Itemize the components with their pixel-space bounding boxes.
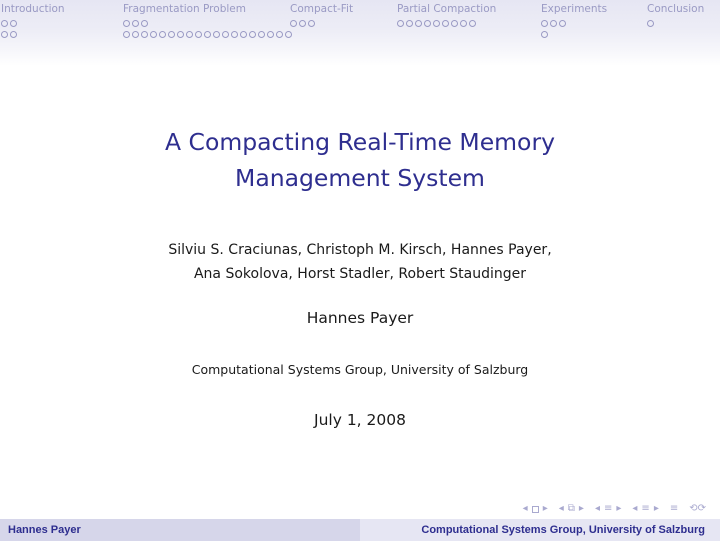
frame-dot-icon[interactable] <box>132 20 139 27</box>
frame-dot-icon[interactable] <box>141 31 148 38</box>
footer-author-label: Hannes Payer <box>8 524 81 536</box>
slide-next-icon[interactable]: ▸ <box>542 503 548 514</box>
subsection-next-icon[interactable]: ▸ <box>616 503 622 514</box>
frame-dot-icon[interactable] <box>213 31 220 38</box>
frame-dot-row <box>397 20 496 28</box>
frame-dot-row <box>1 31 65 39</box>
frame-dot-icon[interactable] <box>424 20 431 27</box>
section-prev-icon[interactable]: ◂ <box>632 503 638 514</box>
nav-section-partial-compaction[interactable] <box>397 3 496 28</box>
title-line: Management System <box>235 164 485 192</box>
frame-dot-icon[interactable] <box>141 20 148 27</box>
footer-institute-label: Computational Systems Group, University of Salzburg <box>421 524 705 536</box>
author-list <box>0 238 720 286</box>
frame-dot-icon[interactable] <box>647 20 654 27</box>
nav-section-compact-fit[interactable] <box>290 3 353 28</box>
institute-name: Computational Systems Group, University of Salzburg <box>191 362 529 377</box>
subsection-prev-icon[interactable]: ◂ <box>594 503 600 514</box>
frame-dot-icon[interactable] <box>10 20 17 27</box>
nav-section-dots <box>647 20 704 28</box>
frame-dot-icon[interactable] <box>1 20 8 27</box>
frame-dot-icon[interactable] <box>177 31 184 38</box>
nav-section-dots <box>397 20 496 28</box>
footer-author <box>0 519 360 541</box>
frame-dot-icon[interactable] <box>276 31 283 38</box>
frame-dot-icon[interactable] <box>186 31 193 38</box>
title-line: A Compacting Real-Time Memory <box>164 128 556 156</box>
presentation-title <box>0 124 720 196</box>
frame-dot-icon[interactable] <box>123 20 130 27</box>
frame-dot-icon[interactable] <box>150 31 157 38</box>
frame-dot-icon[interactable] <box>123 31 130 38</box>
frame-dot-icon[interactable] <box>469 20 476 27</box>
nav-section-label[interactable]: Fragmentation Problem <box>123 3 246 15</box>
frame-dot-icon[interactable] <box>285 31 292 38</box>
frame-dot-icon[interactable] <box>397 20 404 27</box>
slide-prev-icon[interactable]: ◂ <box>522 503 528 514</box>
frame-dot-icon[interactable] <box>541 20 548 27</box>
frame-dot-row <box>1 20 65 28</box>
section-next-icon[interactable]: ▸ <box>653 503 659 514</box>
nav-section-fragmentation-problem[interactable] <box>123 3 292 39</box>
nav-section-label[interactable]: Compact-Fit <box>290 3 354 15</box>
frame-dot-icon[interactable] <box>308 20 315 27</box>
slide-icon[interactable] <box>532 506 539 513</box>
frame-icon[interactable]: ⧉ <box>567 503 575 514</box>
frame-dot-icon[interactable] <box>550 20 557 27</box>
frame-dot-icon[interactable] <box>290 20 297 27</box>
frame-dot-row <box>123 20 292 28</box>
frame-dot-icon[interactable] <box>231 31 238 38</box>
presentation-date: July 1, 2008 <box>314 411 406 429</box>
nav-section-dots <box>1 20 65 39</box>
presenter-name: Hannes Payer <box>306 309 414 327</box>
frame-dot-icon[interactable] <box>433 20 440 27</box>
frame-dot-icon[interactable] <box>132 31 139 38</box>
frame-dot-icon[interactable] <box>168 31 175 38</box>
frame-dot-icon[interactable] <box>451 20 458 27</box>
appendix-icon[interactable]: ≡ <box>669 503 679 514</box>
footer-bar <box>0 519 720 541</box>
nav-section-label[interactable]: Introduction <box>1 3 65 15</box>
frame-dot-icon[interactable] <box>559 20 566 27</box>
frame-dot-row <box>647 20 704 28</box>
frame-dot-icon[interactable] <box>195 31 202 38</box>
frame-dot-icon[interactable] <box>159 31 166 38</box>
section-icon[interactable]: ≡ <box>641 503 650 514</box>
subsection-icon[interactable]: ≡ <box>603 503 613 514</box>
frame-dot-icon[interactable] <box>10 31 17 38</box>
frame-dot-icon[interactable] <box>460 20 467 27</box>
navigation-symbols <box>523 502 706 516</box>
frame-dot-row <box>541 20 607 28</box>
frame-dot-icon[interactable] <box>267 31 274 38</box>
frame-dot-icon[interactable] <box>406 20 413 27</box>
frame-next-icon[interactable]: ▸ <box>578 503 584 514</box>
nav-section-dots <box>123 20 292 39</box>
search-icon[interactable]: ⟲⟳ <box>689 503 706 514</box>
author-line: Silviu S. Craciunas, Christoph M. Kirsch, Hannes Payer, <box>168 242 552 258</box>
frame-dot-icon[interactable] <box>222 31 229 38</box>
frame-dot-icon[interactable] <box>204 31 211 38</box>
nav-section-conclusion[interactable] <box>647 3 704 28</box>
frame-dot-icon[interactable] <box>258 31 265 38</box>
nav-section-dots <box>290 20 353 28</box>
footer-institute <box>360 519 720 541</box>
frame-dot-icon[interactable] <box>541 31 548 38</box>
nav-section-label[interactable]: Experiments <box>541 3 608 15</box>
frame-dot-icon[interactable] <box>299 20 306 27</box>
frame-prev-icon[interactable]: ◂ <box>558 503 564 514</box>
nav-section-dots <box>541 20 607 39</box>
author-line: Ana Sokolova, Horst Stadler, Robert Staudinger <box>193 266 526 282</box>
nav-section-introduction[interactable] <box>1 3 65 39</box>
frame-dot-row <box>541 31 607 39</box>
frame-dot-icon[interactable] <box>240 31 247 38</box>
frame-dot-icon[interactable] <box>1 31 8 38</box>
nav-section-experiments[interactable] <box>541 3 607 39</box>
nav-section-label[interactable]: Conclusion <box>647 3 705 15</box>
nav-section-label[interactable]: Partial Compaction <box>397 3 497 15</box>
frame-dot-icon[interactable] <box>415 20 422 27</box>
frame-dot-row <box>123 31 292 39</box>
section-navigation-bar <box>0 0 720 66</box>
frame-dot-icon[interactable] <box>442 20 449 27</box>
frame-dot-row <box>290 20 353 28</box>
frame-dot-icon[interactable] <box>249 31 256 38</box>
